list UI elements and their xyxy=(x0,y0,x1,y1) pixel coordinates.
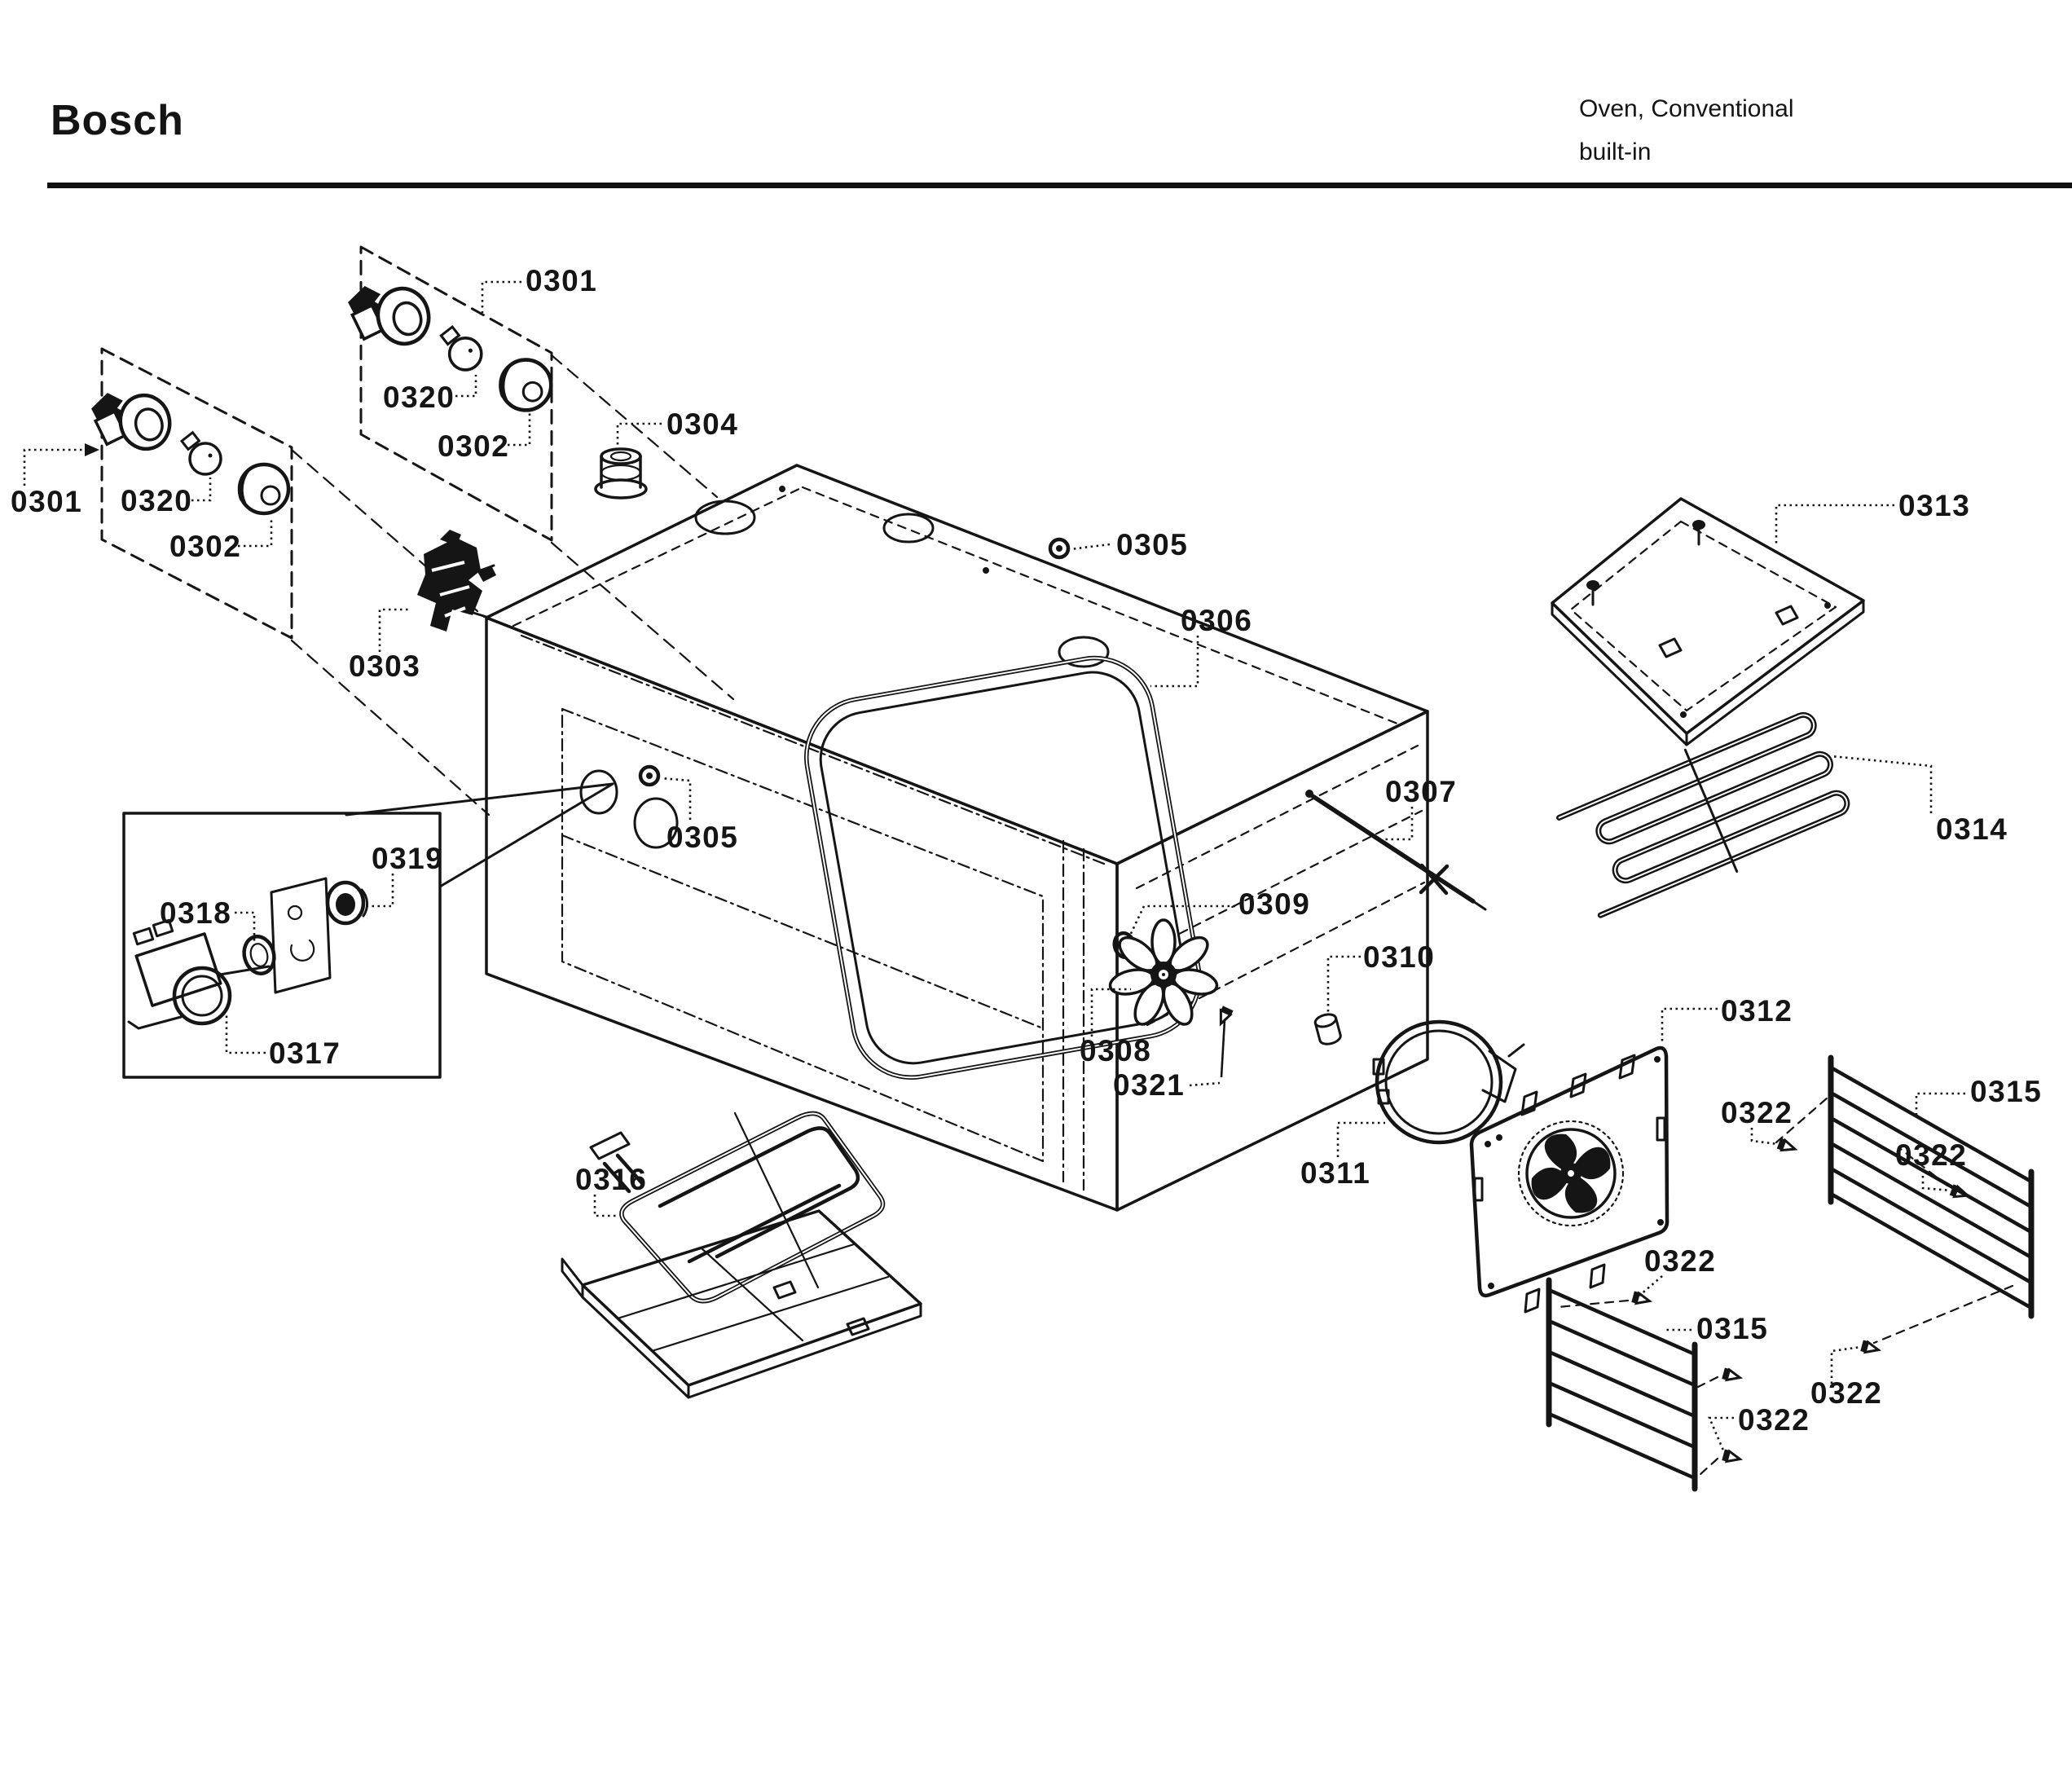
thermostat-detail-box xyxy=(124,784,613,1077)
callout-0301-left: 0301 xyxy=(11,485,83,518)
callout-0314: 0314 xyxy=(1936,812,2008,846)
callout-0317: 0317 xyxy=(269,1037,341,1070)
grommet-0319 xyxy=(328,882,367,923)
callout-0305-top: 0305 xyxy=(1116,528,1189,561)
leader-0319 xyxy=(365,874,393,906)
leader-0322-lower-mid xyxy=(1709,1418,1734,1452)
nut-0305-top xyxy=(1050,539,1068,557)
callout-0322-upper-inner: 0322 xyxy=(1895,1138,1968,1172)
callout-0316: 0316 xyxy=(575,1163,648,1196)
callout-0322-lower-right: 0322 xyxy=(1810,1376,1883,1410)
callout-0301-right: 0301 xyxy=(526,264,598,297)
leader-0304 xyxy=(618,424,662,451)
callout-0320-right: 0320 xyxy=(383,381,455,414)
leader-0315-right xyxy=(1916,1094,1965,1118)
callout-0308: 0308 xyxy=(1080,1034,1152,1067)
leader-0317 xyxy=(227,1012,266,1053)
callout-0318: 0318 xyxy=(160,896,232,930)
callout-0313: 0313 xyxy=(1898,489,1971,522)
base-panel xyxy=(562,1211,921,1397)
callout-0309: 0309 xyxy=(1238,887,1311,921)
rack-lower-0315 xyxy=(1549,1280,1718,1489)
leader-0321 xyxy=(1190,1083,1220,1085)
mount-plate xyxy=(271,878,330,993)
callout-0322-lower-mid: 0322 xyxy=(1738,1403,1810,1437)
callout-0322-upper-left: 0322 xyxy=(1721,1096,1793,1129)
callout-0307: 0307 xyxy=(1385,775,1458,808)
callout-0305-front: 0305 xyxy=(666,821,739,854)
light-switch-0303 xyxy=(417,530,496,632)
callout-0303: 0303 xyxy=(349,649,421,683)
callout-0310: 0310 xyxy=(1363,940,1436,974)
callout-0319: 0319 xyxy=(372,842,444,875)
leader-0306 xyxy=(1150,636,1198,686)
leader-0313 xyxy=(1776,505,1894,546)
screw-0321 xyxy=(1216,1006,1234,1077)
leader-0310 xyxy=(1328,957,1361,1015)
callout-0315-lower: 0315 xyxy=(1696,1312,1769,1345)
leader-0307 xyxy=(1385,807,1412,839)
leader-0320-left xyxy=(191,478,210,500)
product-title-line2: built-in xyxy=(1579,138,1652,165)
bake-element-0316 xyxy=(591,1113,883,1301)
leader-0312 xyxy=(1662,1009,1718,1045)
callout-0315-right: 0315 xyxy=(1970,1075,2043,1108)
nut-0305-front xyxy=(640,767,658,785)
callout-0312: 0312 xyxy=(1721,994,1793,1028)
oven-cavity xyxy=(486,465,1428,1210)
leader-0301-left xyxy=(24,450,85,486)
callout-0311: 0311 xyxy=(1300,1156,1371,1190)
callout-0306: 0306 xyxy=(1181,604,1253,637)
callout-0302-left: 0302 xyxy=(169,530,242,563)
broil-element-0314 xyxy=(1554,700,1855,927)
leader-0305-top xyxy=(1071,544,1110,549)
leader-0322-upper-left xyxy=(1752,1128,1778,1144)
leader-0318 xyxy=(235,913,254,945)
leader-0311 xyxy=(1338,1123,1385,1157)
brand-logo: Bosch xyxy=(51,97,184,144)
spacer-0310 xyxy=(1314,1012,1342,1046)
ring-element-0311 xyxy=(1374,1022,1524,1142)
leader-0316 xyxy=(595,1195,619,1216)
thermostat-0317 xyxy=(129,920,269,1028)
mount-bushing-0304 xyxy=(596,449,646,498)
leader-0322-lower-top xyxy=(1639,1276,1662,1296)
callout-0302-right: 0302 xyxy=(438,429,510,463)
callout-labels xyxy=(11,264,2042,1437)
callout-0322-lower-top: 0322 xyxy=(1644,1244,1717,1278)
fan-blade-0308 xyxy=(1108,920,1220,1028)
callout-0321: 0321 xyxy=(1113,1068,1186,1102)
leader-0303 xyxy=(380,610,410,652)
callout-0304: 0304 xyxy=(666,407,739,441)
leader-0301-left-arrow xyxy=(85,443,99,456)
callout-0320-left: 0320 xyxy=(121,484,193,517)
product-title-line1: Oven, Conventional xyxy=(1579,95,1794,122)
leader-0309 xyxy=(1128,906,1235,939)
leader-0302-left xyxy=(238,517,271,546)
top-panel-0313 xyxy=(1552,499,1863,745)
leader-0301-right xyxy=(482,282,521,313)
